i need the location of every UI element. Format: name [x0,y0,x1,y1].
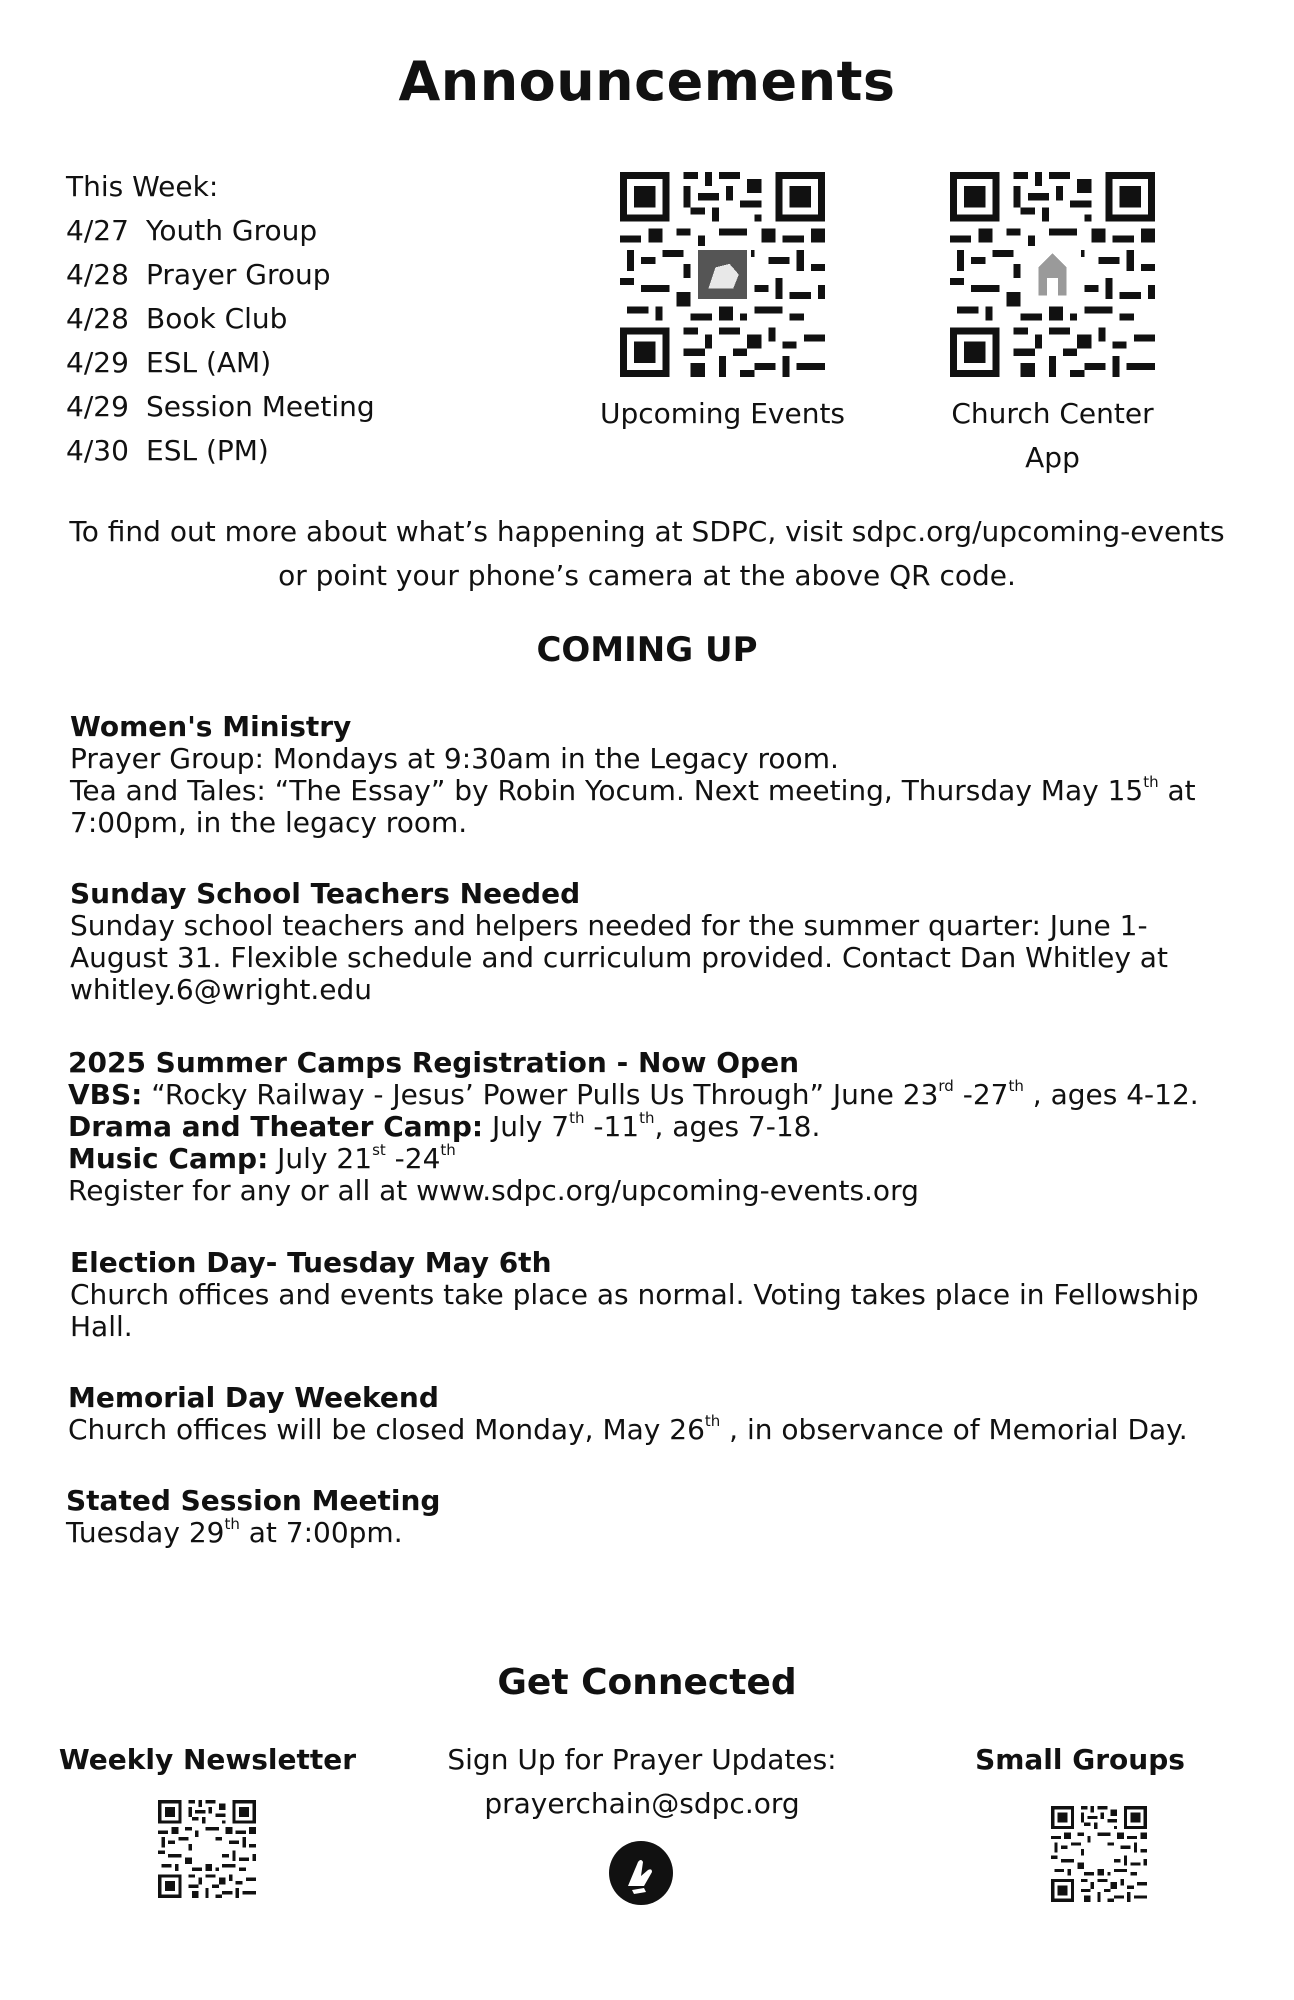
section-text: 7:00pm, in the legacy room. [70,806,468,839]
drama-camp-line: Drama and Theater Camp: July 7th -11th, ages 7-18. [68,1109,821,1143]
event-name: ESL (PM) [146,434,269,467]
event-date: 4/29 [66,346,129,379]
upcoming-events-caption: Upcoming Events [599,397,846,430]
section-text: Church offices and events take place as normal. Voting takes place in Fellowship [70,1278,1199,1311]
section-text: Sunday school teachers and helpers needed for the summer quarter: June 1- [70,909,1148,942]
event-date: 4/27 [66,214,129,247]
get-connected-heading: Get Connected [497,1662,797,1703]
summer-camps-section [68,1047,1238,1207]
info-line-1: To find out more about what’s happening at SDPC, visit sdpc.org/upcoming-events [69,515,1225,548]
prayer-updates-label: Sign Up for Prayer Updates: [447,1743,837,1776]
section-text: Tuesday 29th at 7:00pm. [66,1515,403,1549]
section-text: Church offices will be closed Monday, May 26th , in observance of Memorial Day. [68,1412,1188,1446]
info-line-2: or point your phone’s camera at the above QR code. [278,559,1016,592]
register-link[interactable]: Register for any or all at www.sdpc.org/upcoming-events.org [68,1174,919,1207]
womens-ministry-section [70,711,1240,839]
section-text: Tea and Tales: “The Essay” by Robin Yocum. Next meeting, Thursday May 15th at [70,773,1196,807]
contact-email[interactable]: whitley.6@wright.edu [70,973,373,1006]
event-date: 4/30 [66,434,129,467]
music-camp-line: Music Camp: July 21st -24th [68,1141,456,1175]
coming-up-heading: COMING UP [536,630,758,670]
section-heading: Stated Session Meeting [66,1484,441,1517]
small-groups-qr-code[interactable] [1051,1806,1147,1906]
vbs-line: VBS: “Rocky Railway - Jesus’ Power Pulls Us Through” June 23rd -27th , ages 4-12. [68,1077,1199,1111]
church-center-caption-line1: Church Center [951,397,1154,430]
prayer-email-link[interactable]: prayerchain@sdpc.org [484,1787,800,1820]
event-name: Book Club [146,302,288,335]
upcoming-events-qr-code[interactable] [620,172,825,381]
church-center-caption-line2: App [1025,441,1080,474]
this-week-heading: This Week: [66,170,219,203]
section-heading: Memorial Day Weekend [68,1381,439,1414]
section-text: August 31. Flexible schedule and curriculum provided. Contact Dan Whitley at [70,941,1168,974]
page-title: Announcements [398,50,896,113]
sunday-school-section [70,878,1240,1006]
section-text: Prayer Group: Mondays at 9:30am in the Legacy room. [70,742,839,775]
list-item [66,429,375,473]
event-name: Session Meeting [146,390,375,423]
section-heading: Women's Ministry [70,710,352,743]
memorial-day-section [68,1382,1238,1446]
event-name: Youth Group [146,214,318,247]
event-name: ESL (AM) [146,346,272,379]
weekly-newsletter-label: Weekly Newsletter [58,1743,357,1776]
list-item [66,209,375,253]
event-date: 4/29 [66,390,129,423]
church-center-qr-code[interactable] [950,172,1155,381]
event-name: Prayer Group [146,258,331,291]
event-date: 4/28 [66,302,129,335]
weekly-newsletter-qr-code[interactable] [158,1800,256,1902]
church-center-caption [910,392,1195,480]
praying-hands-icon [608,1840,674,1910]
small-groups-label: Small Groups [975,1743,1185,1776]
section-text: Hall. [70,1310,133,1343]
section-heading: Sunday School Teachers Needed [70,877,581,910]
list-item [66,341,375,385]
election-day-section [70,1247,1240,1343]
section-heading: 2025 Summer Camps Registration - Now Open [68,1046,800,1079]
list-item [66,253,375,297]
this-week-list [66,165,375,473]
section-heading: Election Day- Tuesday May 6th [70,1246,552,1279]
list-item [66,385,375,429]
session-meeting-section [66,1485,1236,1549]
info-paragraph [40,510,1254,598]
list-item [66,297,375,341]
event-date: 4/28 [66,258,129,291]
